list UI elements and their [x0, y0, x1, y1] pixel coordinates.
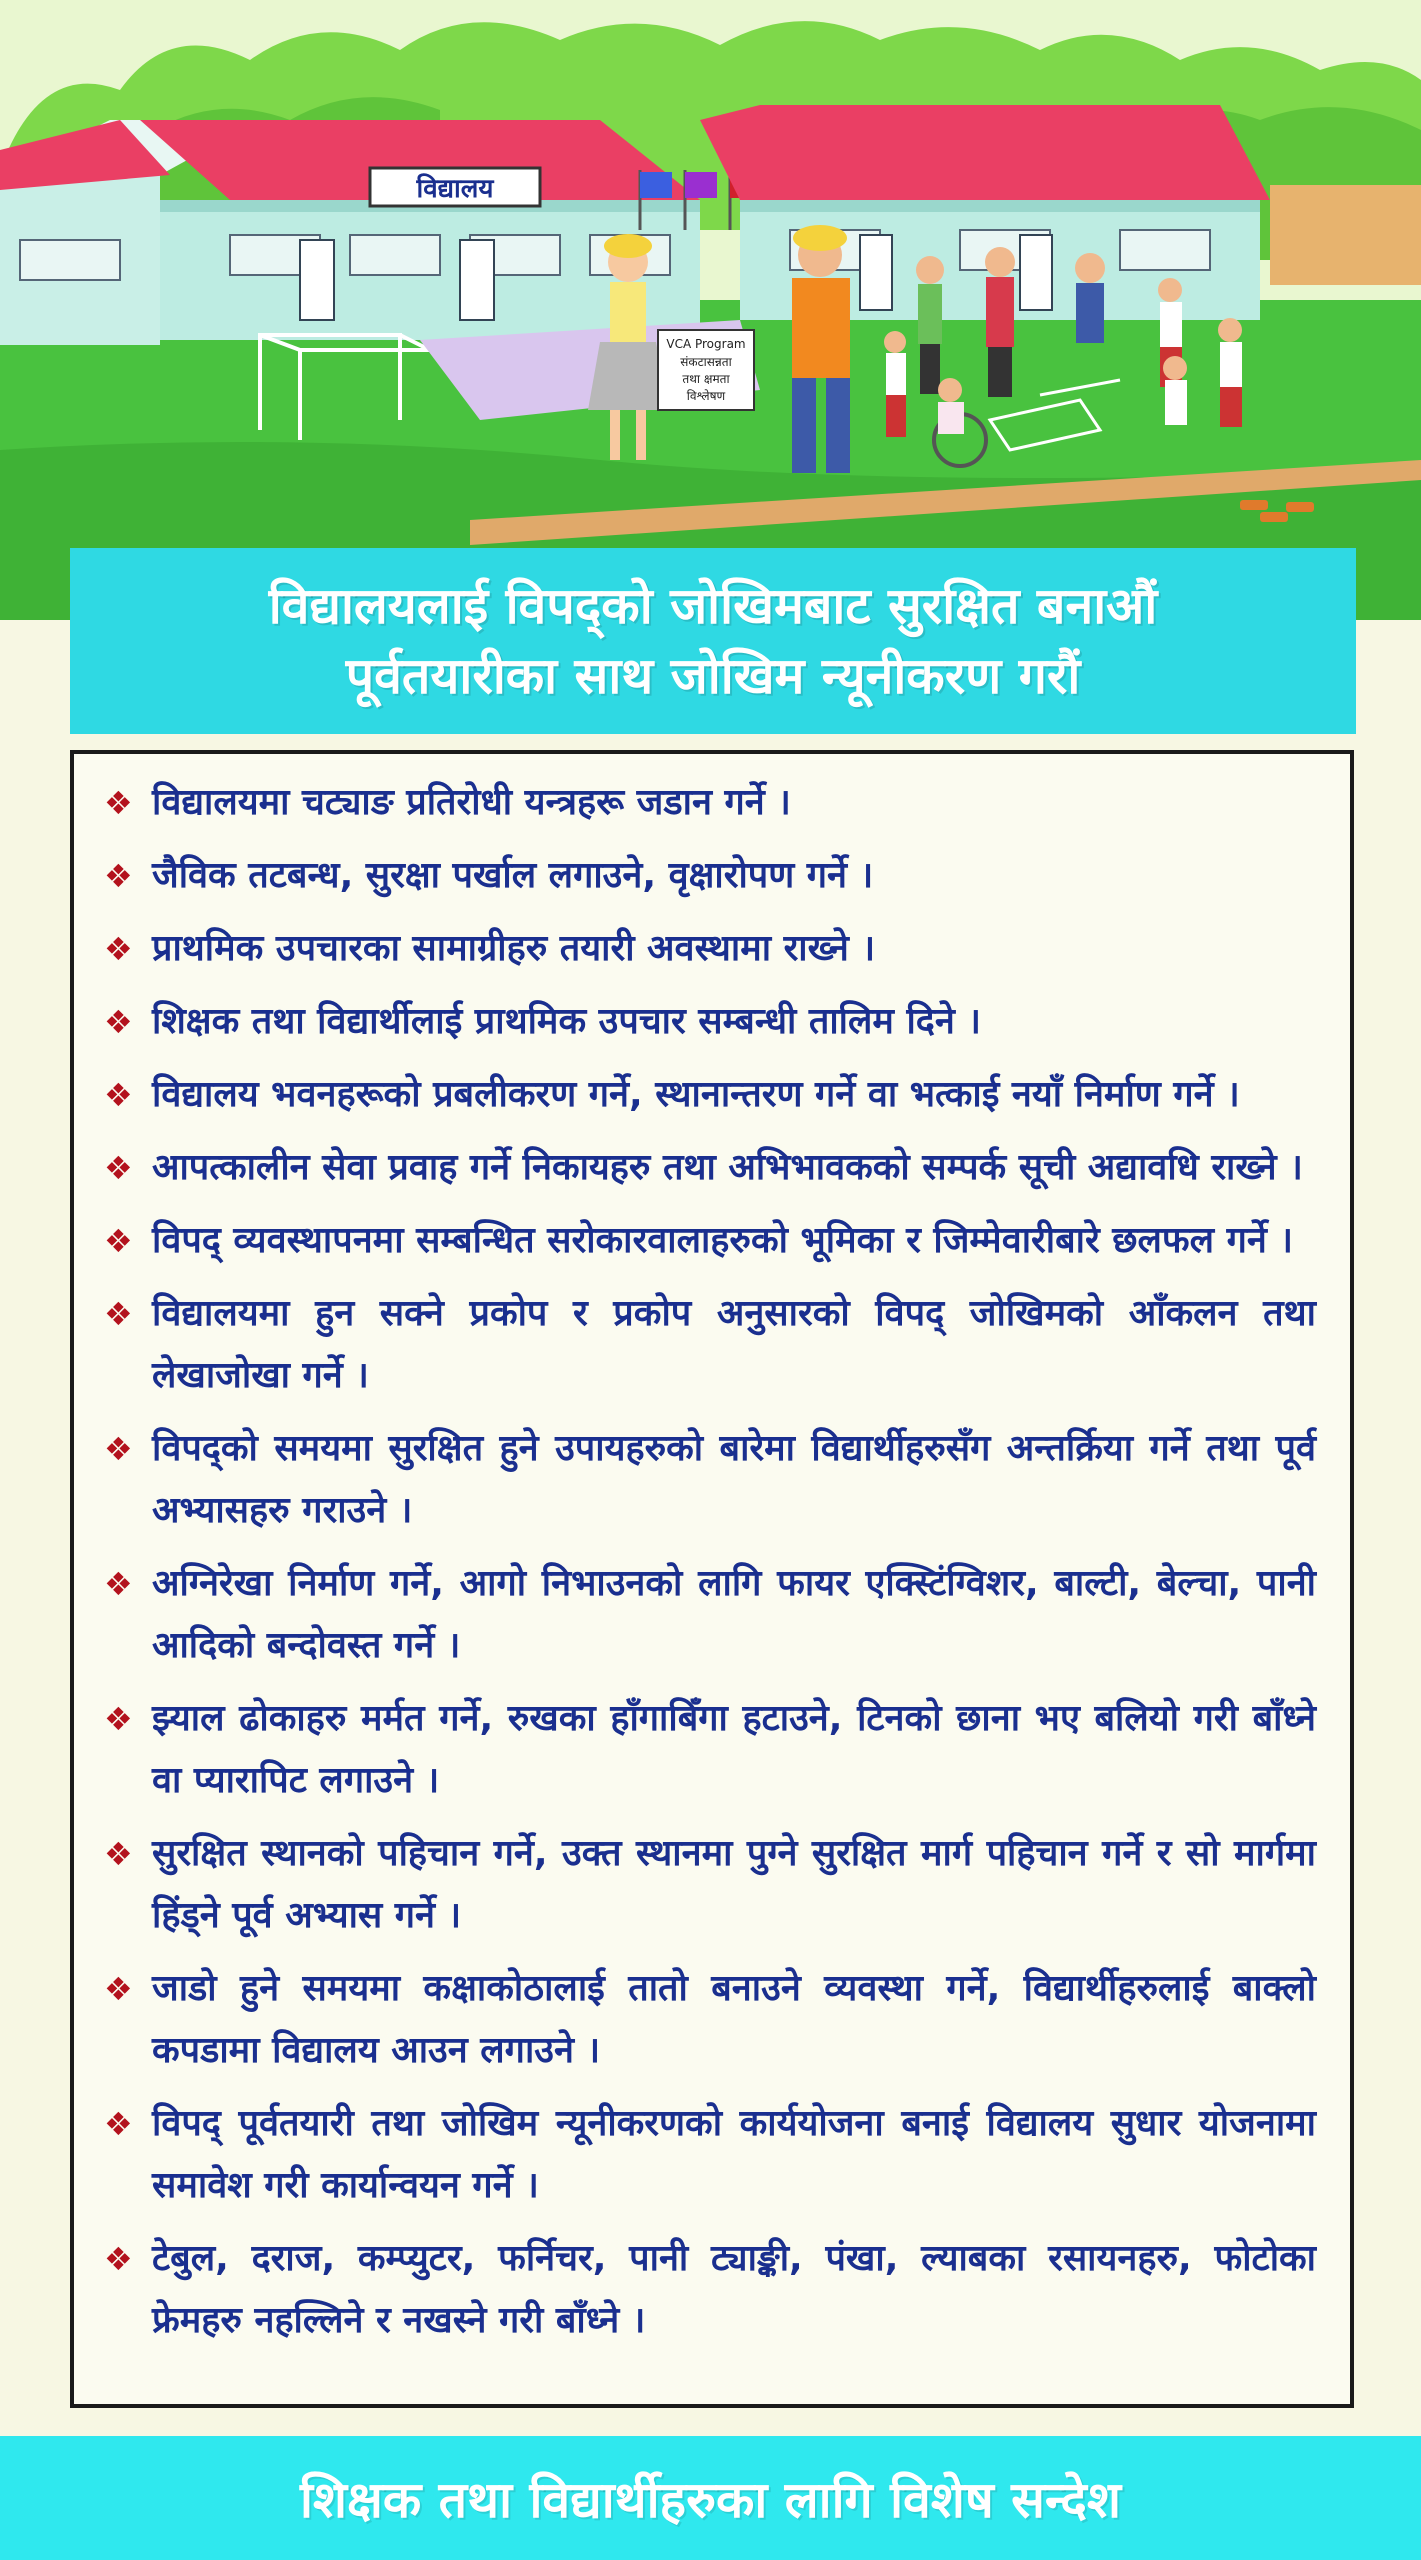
list-item-text: झ्याल ढोकाहरु मर्मत गर्ने, रुखका हाँगाबिँगा हटाउने, टिनको छाना भए बलियो गरी बाँध्ने वा प्यारापिट लगाउने । — [152, 1698, 1316, 1801]
diamond-bullet-icon: ❖ — [104, 1700, 133, 1738]
diamond-bullet-icon: ❖ — [104, 1565, 133, 1603]
list-item — [104, 1958, 1316, 2082]
list-item — [104, 1823, 1316, 1947]
headline-banner — [70, 548, 1356, 734]
diamond-bullet-icon: ❖ — [104, 784, 133, 822]
message-list-box — [70, 750, 1354, 2408]
diamond-bullet-icon: ❖ — [104, 1222, 133, 1260]
diamond-bullet-icon: ❖ — [104, 1003, 133, 1041]
list-item-text: जाडो हुने समयमा कक्षाकोठालाई तातो बनाउने व्यवस्था गर्ने, विद्यार्थीहरुलाई बाक्लो कपडामा विद्यालय आउन लगाउने । — [152, 1968, 1316, 2071]
list-item-text: शिक्षक तथा विद्यार्थीलाई प्राथमिक उपचार सम्बन्धी तालिम दिने । — [152, 1001, 982, 1042]
diamond-bullet-icon: ❖ — [104, 2105, 133, 2143]
school-illustration — [0, 0, 1421, 620]
school-building-left — [0, 120, 700, 345]
list-item-text: जैविक तटबन्ध, सुरक्षा पर्खाल लगाउने, वृक्षारोपण गर्ने । — [152, 855, 874, 896]
list-item-text: आपत्कालीन सेवा प्रवाह गर्ने निकायहरु तथा अभिभावकको सम्पर्क सूची अद्यावधि राख्ने । — [152, 1147, 1303, 1188]
list-item — [104, 1688, 1316, 1812]
list-item — [104, 1283, 1316, 1407]
school-sign: विद्यालय — [416, 174, 494, 204]
diamond-bullet-icon: ❖ — [104, 1430, 133, 1468]
diamond-bullet-icon: ❖ — [104, 1295, 133, 1333]
footer-text: शिक्षक तथा विद्यार्थीहरुका लागि विशेष सन्देश — [300, 2471, 1121, 2529]
list-item — [104, 918, 1316, 980]
list-item-text: विपद् पूर्वतयारी तथा जोखिम न्यूनीकरणको कार्ययोजना बनाई विद्यालय सुधार योजनामा समावेश गरी कार्यान्वयन गर्ने । — [152, 2103, 1316, 2206]
list-item — [104, 2228, 1316, 2352]
school-building-right — [700, 105, 1270, 320]
placard-line-2: संकटासन्नता — [680, 355, 732, 369]
list-item — [104, 1210, 1316, 1272]
diamond-bullet-icon: ❖ — [104, 2240, 133, 2278]
list-item-text: विद्यालय भवनहरूको प्रबलीकरण गर्ने, स्थानान्तरण गर्ने वा भत्काई नयाँ निर्माण गर्ने । — [152, 1074, 1240, 1115]
placard-line-1: VCA Program — [666, 337, 746, 351]
diamond-bullet-icon: ❖ — [104, 1970, 133, 2008]
diamond-bullet-icon: ❖ — [104, 1076, 133, 1114]
footer-banner — [0, 2436, 1421, 2560]
list-item-text: विपद्को समयमा सुरक्षित हुने उपायहरुको बारेमा विद्यार्थीहरुसँग अन्तर्क्रिया गर्ने तथा पूर्व अभ्यासहरु गराउने । — [152, 1428, 1316, 1531]
diamond-bullet-icon: ❖ — [104, 930, 133, 968]
list-item-text: अग्निरेखा निर्माण गर्ने, आगो निभाउनको लागि फायर एक्स्टिंग्विशर, बाल्टी, बेल्चा, पानी आदिको बन्दोवस्त गर्ने । — [152, 1563, 1316, 1666]
list-item-text: टेबुल, दराज, कम्प्युटर, फर्निचर, पानी ट्याङ्की, पंखा, ल्याबका रसायनहरु, फोटोका फ्रेमहरु नहल्लिने र नखस्ने गरी बाँध्ने । — [152, 2238, 1316, 2341]
list-item — [104, 1064, 1316, 1126]
placard-line-4: विश्लेषण — [686, 389, 726, 403]
list-item — [104, 1553, 1316, 1677]
diamond-bullet-icon: ❖ — [104, 857, 133, 895]
list-item — [104, 1137, 1316, 1199]
list-item-text: विपद् व्यवस्थापनमा सम्बन्धित सरोकारवालाहरुको भूमिका र जिम्मेवारीबारे छलफल गर्ने । — [152, 1220, 1293, 1261]
list-item-text: विद्यालयमा चट्याङ प्रतिरोधी यन्त्रहरू जडान गर्ने । — [152, 782, 791, 823]
headline-line-1: विद्यालयलाई विपद्को जोखिमबाट सुरक्षित बनाऔं — [268, 577, 1158, 635]
list-item — [104, 772, 1316, 834]
list-item — [104, 1418, 1316, 1542]
message-list — [104, 772, 1316, 2352]
list-item-text: विद्यालयमा हुन सक्ने प्रकोप र प्रकोप अनुसारको विपद् जोखिमको आँकलन तथा लेखाजोखा गर्ने । — [152, 1293, 1316, 1396]
list-item — [104, 845, 1316, 907]
diamond-bullet-icon: ❖ — [104, 1149, 133, 1187]
headline-line-2: पूर्वतयारीका साथ जोखिम न्यूनीकरण गरौं — [345, 647, 1081, 705]
diamond-bullet-icon: ❖ — [104, 1835, 133, 1873]
placard-line-3: तथा क्षमता — [682, 372, 730, 386]
list-item-text: सुरक्षित स्थानको पहिचान गर्ने, उक्त स्थानमा पुग्ने सुरक्षित मार्ग पहिचान गर्ने र सो मार्गमा हिंड्ने पूर्व अभ्यास गर्ने । — [152, 1833, 1316, 1936]
list-item — [104, 991, 1316, 1053]
list-item-text: प्राथमिक उपचारका सामाग्रीहरु तयारी अवस्थामा राख्ने । — [152, 928, 876, 969]
list-item — [104, 2093, 1316, 2217]
